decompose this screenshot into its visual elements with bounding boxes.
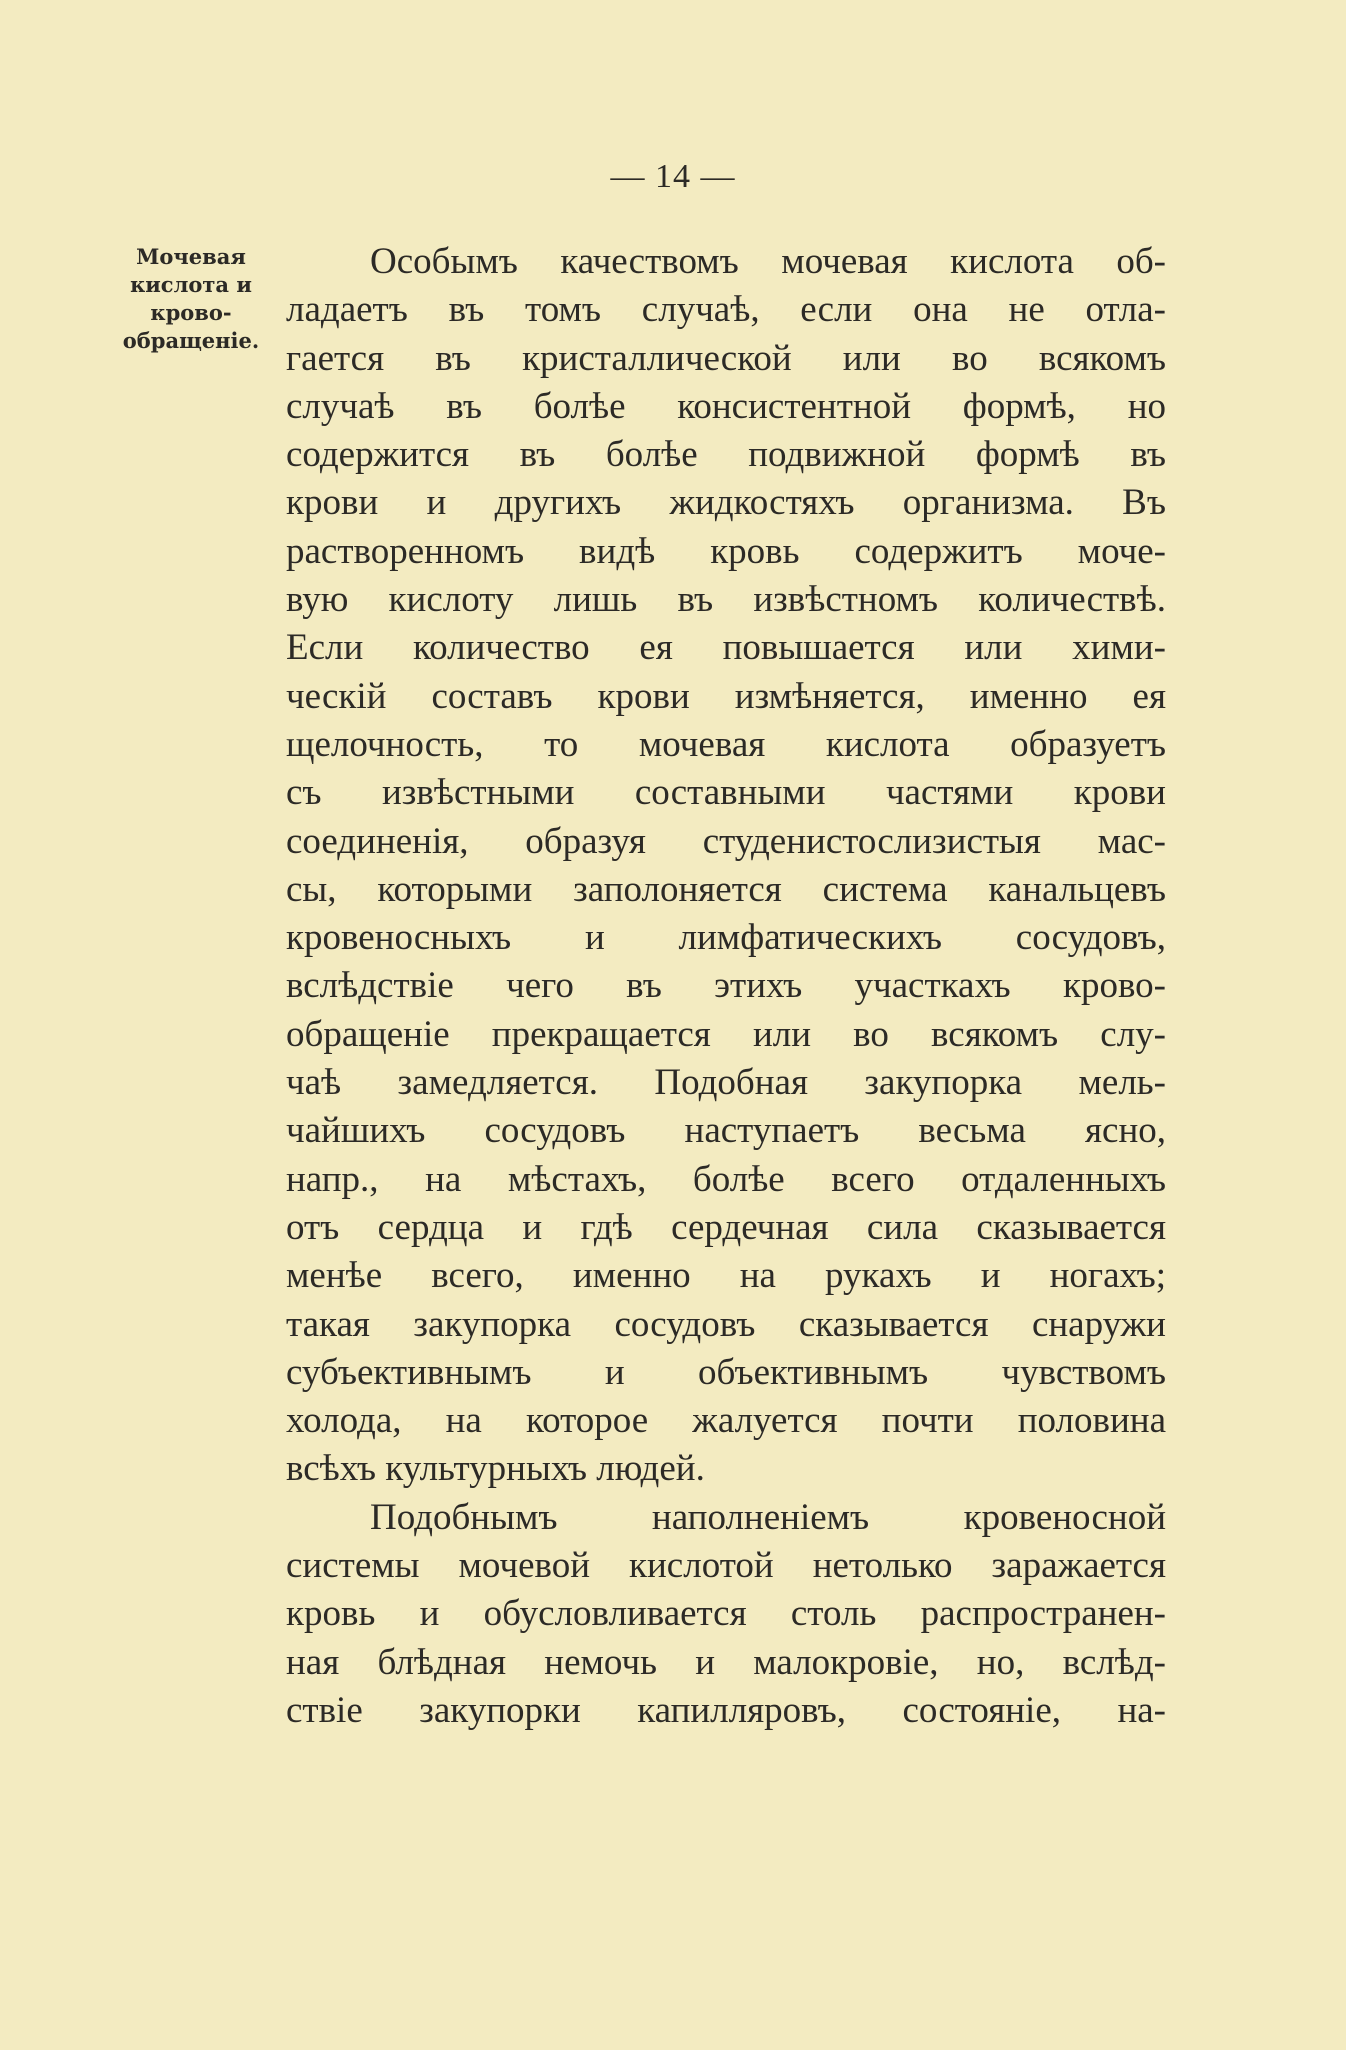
margin-note-line: обращеніе.: [122, 328, 260, 353]
text-line: соединенія, образуя студенистослизистыя мас-: [286, 820, 1166, 862]
text-line: Особымъ качествомъ мочевая кислота об-: [370, 241, 1166, 282]
text-line: содержится въ болѣе подвижной формѣ въ: [286, 434, 1166, 476]
paragraph: [286, 238, 1166, 1494]
text-line: крови и другихъ жидкостяхъ организма. Въ: [286, 482, 1166, 524]
text-line: гается въ кристаллической или во всякомъ: [286, 337, 1166, 379]
text-line: ствіе закупорки капилляровъ, состояніе, на-: [286, 1689, 1166, 1731]
page-number: — 14 —: [610, 158, 736, 195]
text-line: вую кислоту лишь въ извѣстномъ количествѣ.: [286, 579, 1166, 621]
margin-note-line: крово-: [150, 300, 232, 325]
text-line: Подобнымъ наполненіемъ кровеносной: [370, 1496, 1166, 1538]
text-line: съ извѣстными составными частями крови: [286, 772, 1166, 814]
text-line: Если количество ея повышается или хими-: [286, 627, 1166, 669]
text-line: ческій составъ крови измѣняется, именно ея: [286, 675, 1166, 717]
margin-note-line: Мочевая: [136, 244, 246, 269]
text-line: вслѣдствіе чего въ этихъ участкахъ крово-: [286, 965, 1166, 1007]
text-line: обращеніе прекращается или во всякомъ слу-: [286, 1013, 1166, 1055]
text-line: случаѣ въ болѣе консистентной формѣ, но: [286, 385, 1166, 427]
text-line: кровеносныхъ и лимфатическихъ сосудовъ,: [286, 917, 1166, 959]
text-line: кровь и обусловливается столь распространен-: [286, 1593, 1166, 1635]
text-line: сы, которыми заполоняется система канальцевъ: [286, 868, 1166, 910]
text-line: системы мочевой кислотой нетолько заражается: [286, 1545, 1166, 1587]
paragraph: [286, 1494, 1166, 1735]
text-line: такая закупорка сосудовъ сказывается снаружи: [286, 1303, 1166, 1345]
text-line: холода, на которое жалуется почти половина: [286, 1400, 1166, 1442]
body-text: [286, 238, 1166, 1735]
text-line: щелочность, то мочевая кислота образуетъ: [286, 723, 1166, 765]
text-line: менѣе всего, именно на рукахъ и ногахъ;: [286, 1255, 1166, 1297]
margin-note-line: кислота и: [130, 272, 252, 297]
text-line: растворенномъ видѣ кровь содержитъ моче-: [286, 530, 1166, 572]
text-line: ладаетъ въ томъ случаѣ, если она не отла-: [286, 289, 1166, 331]
text-line: всѣхъ культурныхъ людей.: [286, 1448, 705, 1490]
text-line: напр., на мѣстахъ, болѣе всего отдаленныхъ: [286, 1158, 1166, 1200]
text-line: ная блѣдная немочь и малокровіе, но, вслѣд-: [286, 1641, 1166, 1683]
margin-note: [106, 243, 276, 355]
text-line: чаѣ замедляется. Подобная закупорка мель-: [286, 1062, 1166, 1104]
text-line: чайшихъ сосудовъ наступаетъ весьма ясно,: [286, 1110, 1166, 1152]
text-line: субъективнымъ и объективнымъ чувствомъ: [286, 1351, 1166, 1393]
text-line: отъ сердца и гдѣ сердечная сила сказывается: [286, 1206, 1166, 1248]
